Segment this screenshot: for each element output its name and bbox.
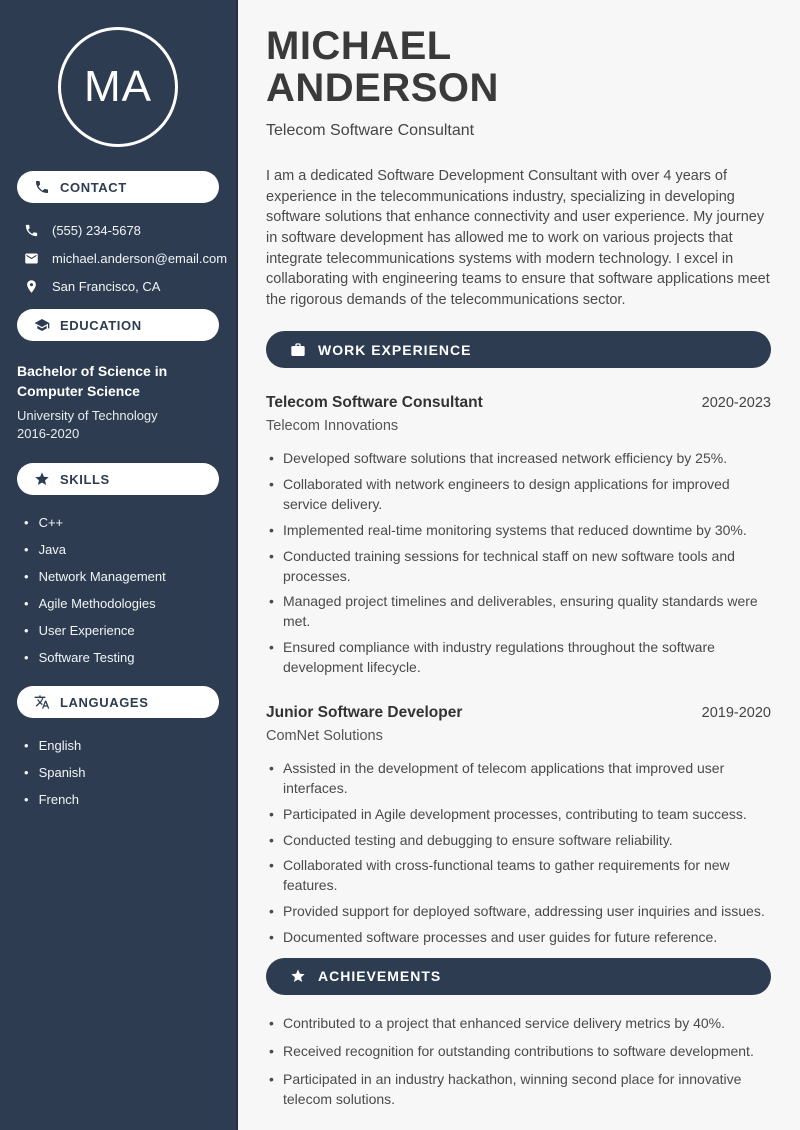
language-item: • Spanish: [24, 765, 219, 780]
job-bullet: • Ensured compliance with industry regulations throughout the software development lifecycle.: [266, 638, 771, 678]
job-bullet: • Documented software processes and user guides for future reference.: [266, 928, 771, 948]
skill-item: • Software Testing: [24, 650, 219, 665]
education-section-title: EDUCATION: [60, 317, 142, 333]
contact-location: [24, 279, 219, 294]
achievement-bullet: • Participated in an industry hackathon, winning second place for innovative telecom solutions.: [266, 1070, 771, 1110]
profile-summary: I am a dedicated Software Development Consultant with over 4 years of experience in the telecommunications industry, specializing in developing software solutions that enhance connectivity and user experience. My journey in software development has allowed me to work on various projects that integrate telecommunications systems with modern technology. I excel in collaborating with engineering teams to ensure that software applications meet the rigorous demands of the telecommunications sector.: [266, 168, 770, 308]
achievements-section: [266, 958, 771, 1110]
location-pin-icon: [24, 279, 39, 294]
job-dates: 2020-2023: [701, 395, 771, 412]
skill-item: • Network Management: [24, 569, 219, 584]
achievement-bullet: • Contributed to a project that enhanced service delivery metrics by 40%.: [266, 1014, 771, 1034]
job-bullet: • Conducted testing and debugging to ensure software reliability.: [266, 831, 771, 851]
contact-phone: [24, 223, 219, 238]
work-experience-title: WORK EXPERIENCE: [318, 341, 472, 358]
education-dates: 2016-2020: [17, 426, 80, 442]
education-degree: Bachelor of Science in Computer Science: [17, 363, 168, 400]
avatar-initials: MA: [84, 62, 152, 111]
achievement-bullet: • Received recognition for outstanding contributions to software development.: [266, 1042, 771, 1062]
location-text: San Francisco, CA: [52, 279, 161, 294]
job-header: [266, 394, 771, 412]
job-bullet: • Managed project timelines and deliverables, ensuring quality standards were met.: [266, 592, 771, 632]
job-entry: [266, 394, 771, 678]
email-icon: [24, 251, 39, 266]
languages-section: [17, 686, 219, 807]
education-section: [17, 309, 219, 444]
contact-section: [17, 171, 228, 294]
resume-main: [238, 0, 800, 1130]
education-section-header: [17, 309, 219, 341]
achievements-section-header: [266, 958, 771, 995]
job-bullet: • Participated in Agile development processes, contributing to team success.: [266, 805, 771, 825]
job-bullet: • Collaborated with cross-functional teams to gather requirements for new features.: [266, 856, 771, 896]
job-company: Telecom Innovations: [266, 418, 399, 435]
languages-section-header: [17, 686, 219, 718]
skills-section: [17, 463, 219, 665]
star-icon: [34, 471, 50, 487]
achievements-title: ACHIEVEMENTS: [318, 968, 442, 985]
skills-section-title: SKILLS: [60, 471, 110, 487]
job-bullet: • Developed software solutions that increased network efficiency by 25%.: [266, 449, 771, 469]
job-bullet-list: [266, 759, 771, 948]
job-bullet: • Provided support for deployed software, addressing user inquiries and issues.: [266, 902, 771, 922]
job-entry: [266, 704, 771, 948]
language-item: • English: [24, 738, 219, 753]
avatar: [58, 27, 178, 147]
job-bullet-list: [266, 449, 771, 678]
job-bullet: • Assisted in the development of telecom applications that improved user interfaces.: [266, 759, 771, 799]
job-title: Telecom Software Consultant: [266, 394, 483, 412]
candidate-role: Telecom Software Consultant: [266, 122, 475, 140]
job-dates: 2019-2020: [701, 704, 771, 721]
skills-list: [17, 515, 219, 665]
contact-email: [24, 251, 228, 266]
job-bullet: • Conducted training sessions for technical staff on new software tools and processes.: [266, 547, 771, 587]
phone-icon: [24, 223, 39, 238]
candidate-last-name: ANDERSON: [266, 65, 499, 110]
job-bullet: • Collaborated with network engineers to design applications for improved service delivery.: [266, 475, 771, 515]
work-experience-section-header: [266, 331, 771, 368]
skill-item: • Java: [24, 542, 219, 557]
languages-list: [17, 738, 219, 807]
contact-section-title: CONTACT: [60, 179, 127, 195]
skill-item: • User Experience: [24, 623, 219, 638]
skill-item: • C++: [24, 515, 219, 530]
star-icon: [290, 968, 306, 984]
briefcase-icon: [290, 342, 306, 358]
candidate-first-name: MICHAEL: [266, 24, 452, 68]
candidate-name: [266, 26, 771, 109]
email-address: michael.anderson@email.com: [52, 251, 228, 266]
contact-section-header: [17, 171, 219, 203]
skills-section-header: [17, 463, 219, 495]
job-header: [266, 704, 771, 722]
skill-item: • Agile Methodologies: [24, 596, 219, 611]
achievement-bullet-list: [266, 1014, 771, 1110]
languages-section-title: LANGUAGES: [60, 694, 149, 710]
job-title: Junior Software Developer: [266, 703, 463, 721]
phone-icon: [34, 179, 50, 195]
job-bullet: • Implemented real-time monitoring systems that reduced downtime by 30%.: [266, 521, 771, 541]
phone-number: (555) 234-5678: [52, 223, 141, 238]
translate-icon: [34, 694, 50, 710]
language-item: • French: [24, 792, 219, 807]
sidebar: [0, 0, 238, 1130]
job-company: ComNet Solutions: [266, 727, 383, 744]
education-school: University of Technology: [17, 407, 158, 423]
graduation-cap-icon: [34, 317, 50, 333]
